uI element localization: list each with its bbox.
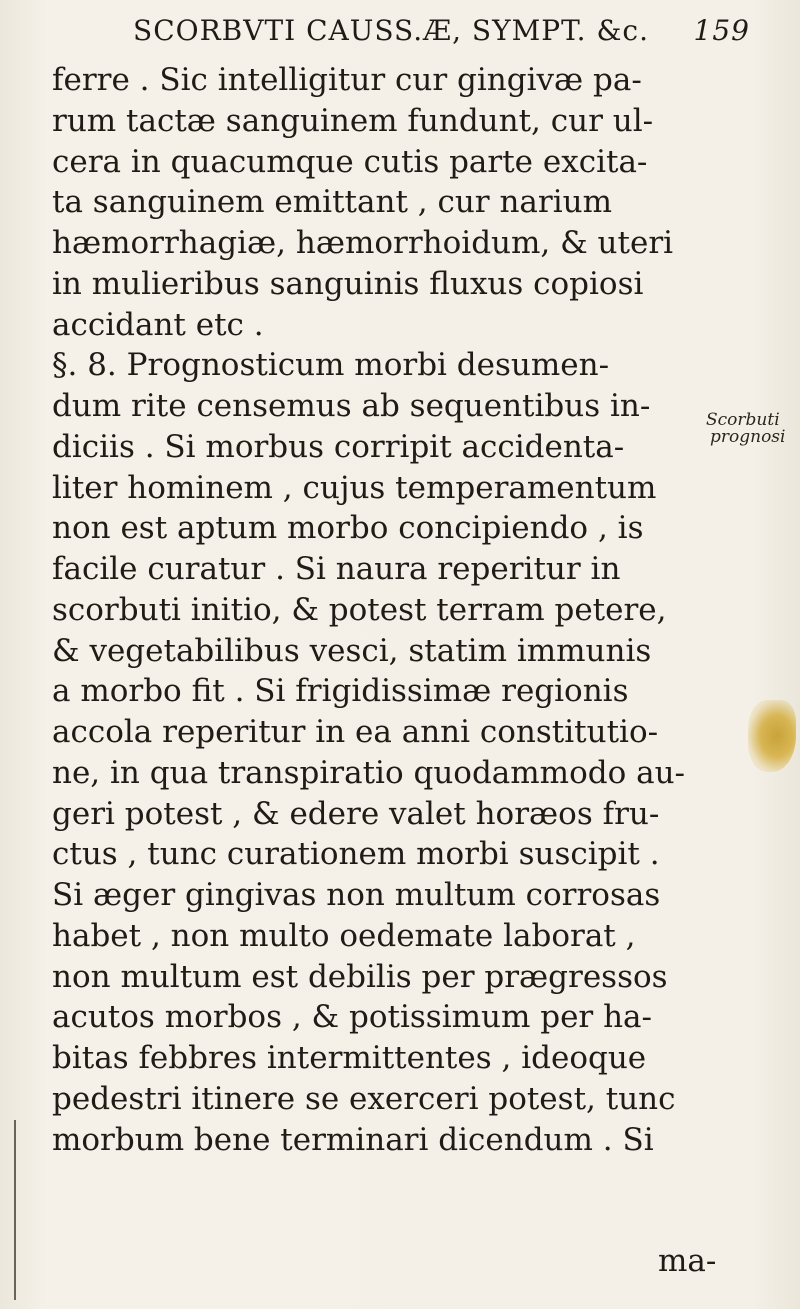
text-line: facile curatur . Si naura reperitur in — [52, 551, 621, 587]
text-line: accidant etc . — [52, 306, 264, 343]
text-line: ta sanguinem emittant , cur narium — [52, 184, 613, 221]
margin-note — [706, 412, 796, 446]
text-line: & vegetabilibus vesci, statim immunis — [52, 632, 652, 669]
text-line: a morbo fit . Si frigidissimæ regionis — [52, 673, 629, 710]
text-line: bitas febbres intermittentes , ideoque — [52, 1040, 647, 1076]
text-line: accola reperitur in ea anni constitutio- — [52, 714, 659, 750]
text-line: non multum est debilis per prægressos — [52, 958, 668, 995]
text-line: rum tactæ sanguinem fundunt, cur ul- — [52, 102, 654, 139]
catchword: ma- — [658, 1243, 717, 1279]
margin-note-line: Scorbuti — [706, 410, 780, 430]
text-line: habet , non multo oedemate laborat , — [52, 917, 636, 954]
text-line: morbum bene terminari dicendum . Si — [52, 1121, 654, 1158]
text-line: Si æger gingivas non multum corrosas — [52, 877, 661, 913]
text-line: ne, in qua transpiratio quodammodo au- — [52, 754, 686, 791]
page-edge-line — [14, 1120, 16, 1300]
body-text — [52, 60, 752, 1160]
ink-blot — [748, 700, 796, 772]
text-line: pedestri itinere se exerceri potest, tunc — [52, 1080, 676, 1117]
text-line: non est aptum morbo concipiendo , is — [52, 510, 644, 547]
text-line: liter hominem , cujus temperamentum — [52, 469, 657, 506]
text-line: cera in quacumque cutis parte excita- — [52, 143, 648, 180]
text-line: ctus , tunc curationem morbi suscipit . — [52, 836, 660, 873]
page-header — [40, 14, 760, 47]
running-head: SCORBVTI CAUSS.Æ, SYMPT. &c. — [133, 14, 649, 47]
text-line: ferre . Sic intelligitur cur gingivæ pa- — [52, 62, 642, 98]
text-line: geri potest , & edere valet horæos fru- — [52, 795, 660, 832]
text-line: acutos morbos , & potissimum per ha- — [52, 999, 653, 1036]
text-line: scorbuti initio, & potest terram petere, — [52, 591, 667, 628]
text-line: §. 8. Prognosticum morbi desumen- — [52, 347, 610, 384]
text-line: dum rite censemus ab sequentibus in- — [52, 388, 651, 424]
text-line: hæmorrhagiæ, hæmorrhoidum, & uteri — [52, 225, 674, 261]
text-line: diciis . Si morbus corripit accidenta- — [52, 428, 625, 465]
margin-note-line: prognosi — [710, 427, 786, 447]
text-line: in mulieribus sanguinis fluxus copiosi — [52, 265, 644, 302]
page-number: 159 — [693, 14, 750, 47]
